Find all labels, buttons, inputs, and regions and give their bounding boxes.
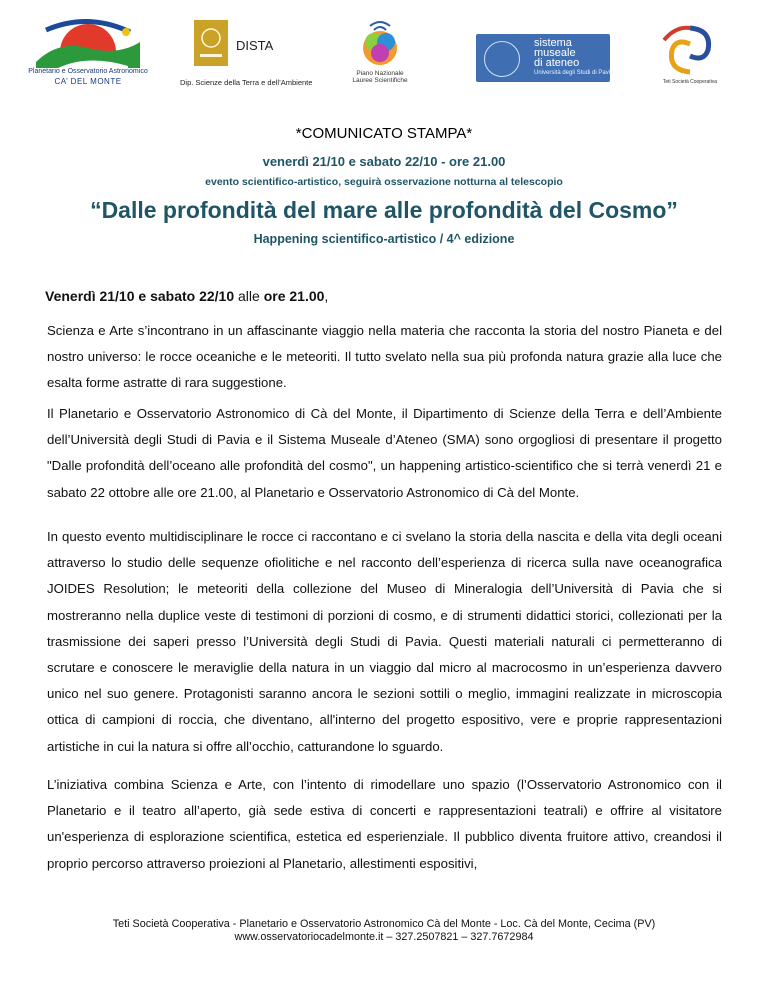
intro-dates: Venerdì 21/10 e sabato 22/10 xyxy=(45,288,235,304)
intro-punct: , xyxy=(324,288,329,304)
pls-logo-text: Piano Nazionale xyxy=(356,70,404,77)
planetario-logo-icon xyxy=(28,18,148,68)
footer-contacts: www.osservatoriocadelmonte.it – 327.2507821 – 327.7672984 xyxy=(234,931,534,943)
body-paragraph-3: In questo evento multidisciplinare le rocce ci raccontano e ci svelano la storia della nascita e della vita degli oceani attraverso lo studio delle sequenze ofiolitiche e nel racconto dell’esperienza di ricerca sulla nave oceanografica JOIDES Resolution; le meteoriti della collezione del Museo di Mineralogia dell’Università di Pavia che si mostreranno nella duplice veste di testimoni di porzioni di cosmo, e di strumenti didattici storici, collezionati per la trasmissione dei saperi presso l’Università degli Studi di Pavia. Questi materiali naturali ci permetteranno di scrutare e conoscere le meraviglie della natura in un viaggio dal micro al macrocosmo in un’esperienza davvero unico nel suo genere. Protagonisti saranno ancora le sezioni sottili o meglio, immagini realizzate in microscopia ottica di campioni di roccia, che diventano, all'interno del progetto espositivo, vere e proprie rappresentazioni artistiche in cui la natura si offre all’occhio, catturandone lo sguardo. xyxy=(47,529,722,754)
sma-logo xyxy=(476,34,614,82)
pls-logo-subtext: Lauree Scientifiche xyxy=(352,77,408,84)
body-paragraph-1: Scienza e Arte s’incontrano in un affascinante viaggio nella materia che racconta la storia del nostro Pianeta e del nostro universo: le rocce oceaniche e le meteoriti. Il tutto svelato nella sua più profonda natura grazie alla luce che esalta forme astratte di rara suggestione. xyxy=(47,323,722,391)
press-release-label: *COMUNICATO STAMPA* xyxy=(295,125,473,142)
sma-logo-line1: sistema xyxy=(534,37,572,49)
event-subtitle: evento scientifico-artistico, seguirà osservazione notturna al telescopio xyxy=(205,176,563,188)
event-title: “Dalle profondità del mare alle profondità del Cosmo” xyxy=(90,197,678,223)
body-paragraph-2: Il Planetario e Osservatorio Astronomico di Cà del Monte, il Dipartimento di Scienze della Terra e dell’Ambiente dell’Università degli Studi di Pavia e il Sistema Museale d’Ateneo (SMA) sono orgogliosi di presentare il progetto "Dalle profondità dell’oceano alle profondità del cosmo", un happening artistico-scientifico che si terrà venerdì 21 e sabato 22 ottobre alle ore 21.00, al Planetario e Osservatorio Astronomico di Cà del Monte. xyxy=(47,406,722,500)
sma-logo-line2: museale xyxy=(534,47,576,59)
teti-logo xyxy=(650,22,730,86)
intro-line xyxy=(45,288,328,304)
teti-logo-caption: Teti Società Cooperativa xyxy=(662,79,718,85)
planetario-logo xyxy=(28,18,148,88)
dista-logo xyxy=(180,20,320,90)
logo-strip xyxy=(0,0,768,100)
sma-logo-line3: di ateneo xyxy=(534,57,580,69)
footer-address: Teti Società Cooperativa - Planetario e Osservatorio Astronomico Cà del Monte - Loc. Cà del Monte, Cecima (PV) xyxy=(112,918,656,930)
event-dateline: venerdì 21/10 e sabato 22/10 - ore 21.00 xyxy=(262,154,506,169)
planetario-logo-subtext: CA’ DEL MONTE xyxy=(54,77,122,86)
event-edition: Happening scientifico-artistico / 4^ edizione xyxy=(253,232,515,246)
pls-logo xyxy=(340,18,430,90)
planetario-logo-text: Planetario e Osservatorio Astronomico xyxy=(28,68,148,75)
dista-logo-title: DISTA xyxy=(236,38,274,53)
dista-logo-subtitle: Dip. Scienze della Terra e dell’Ambiente xyxy=(180,78,313,87)
sma-seal-icon xyxy=(484,41,520,77)
university-shield-icon xyxy=(194,20,228,66)
sma-logo-subtitle: Università degli Studi di Pavia xyxy=(534,70,614,76)
intro-connector: alle xyxy=(234,288,264,304)
intro-time: ore 21.00 xyxy=(263,288,325,304)
body-paragraph-4: L’iniziativa combina Scienza e Arte, con l’intento di rimodellare uno spazio (l’Osservatorio Astronomico con il Planetario e il teatro all’aperto, già sede estiva di concerti e rappresentazioni teatrali) e offrire al visitatore un'esperienza di esplorazione scientifica, estetica ed esperienziale. Il pubblico diventa fruitore attivo, creandosi il proprio percorso attraverso proiezioni al Planetario, allestimenti espositivi, xyxy=(47,777,722,871)
pls-logo-icon xyxy=(340,18,420,70)
teti-spiral-logo-icon xyxy=(650,22,730,78)
